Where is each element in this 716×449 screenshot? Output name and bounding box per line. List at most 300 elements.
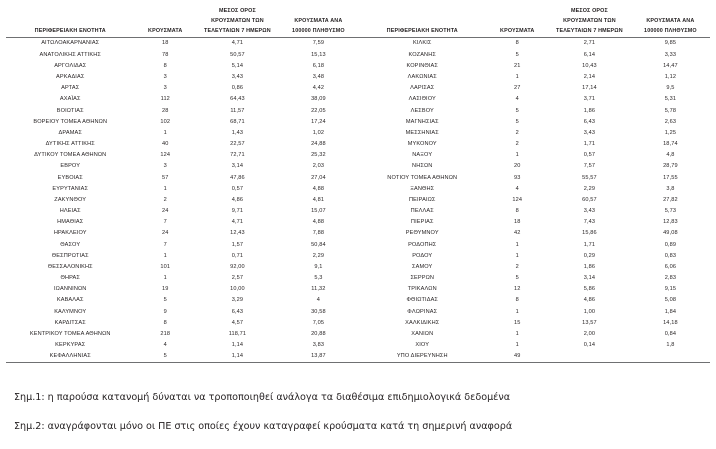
avg7-cell: 0,29: [583, 252, 596, 259]
cases-cell: 2: [163, 196, 167, 203]
avg7-cell: 3,29: [231, 297, 244, 304]
table-row: [6, 240, 358, 251]
avg7-cell: 60,57: [582, 196, 597, 203]
cases-table-left: [6, 8, 358, 363]
region-cell: ΛΕΣΒΟΥ: [410, 107, 434, 114]
cases-cell: 8: [515, 297, 519, 304]
cases-cell: 7: [163, 241, 167, 248]
region-cell: ΞΑΝΘΗΣ: [410, 185, 435, 192]
per100k-cell: 7,88: [312, 230, 325, 237]
per100k-header-line2: 100000 ΠΛΗΘΥΣΜΟ: [279, 28, 358, 38]
avg7-cell: 72,71: [230, 152, 245, 159]
per100k-cell: 0,89: [664, 241, 677, 248]
cases-cell: 3: [163, 74, 167, 80]
per100k-cell: 24,88: [311, 141, 326, 148]
table-header-left: [6, 8, 358, 38]
footnote-2: Σημ.2: αναγράφονται μόνο οι ΠΕ στις οποίες έχουν καταγραφεί κρούσματα κατά τη σημερινή αναφορά: [14, 420, 513, 432]
region-cell: ΚΕΦΑΛΛΗΝΙΑΣ: [6, 351, 134, 363]
region-cell: ΗΡΑΚΛΕΙΟΥ: [53, 230, 87, 237]
avg7-cell: 4,57: [231, 319, 244, 326]
table-row: [358, 284, 710, 295]
table-row: [6, 94, 358, 105]
table-row: [6, 161, 358, 172]
per100k-cell: 2,03: [312, 163, 325, 170]
avg7-cell: 6,43: [231, 308, 244, 315]
region-cell: ΥΠΟ ΔΙΕΡΕΥΝΗΣΗ: [358, 351, 486, 363]
avg7-cell: 1,71: [583, 141, 596, 148]
cases-cell: 218: [160, 330, 171, 337]
table-row: [6, 273, 358, 284]
per100k-cell: 2,29: [312, 252, 325, 259]
avg7-header-line1: ΜΕΣΟΣ ΟΡΟΣ: [218, 8, 256, 14]
right-table-half: [358, 8, 710, 363]
cases-cell: 8: [515, 40, 519, 47]
cases-cell: 4: [515, 96, 519, 103]
avg7-cell: 1,57: [231, 241, 244, 248]
spacer-cell: [134, 8, 196, 18]
avg7-cell: 3,43: [583, 208, 596, 215]
region-cell: ΚΟΡΙΝΘΙΑΣ: [406, 62, 438, 69]
avg7-header-line2: ΚΡΟΥΣΜΑΤΩΝ ΤΩΝ: [563, 17, 616, 24]
region-cell: ΡΟΔΟΠΗΣ: [408, 241, 437, 248]
table-row: [358, 94, 710, 105]
left-table-half: [6, 8, 358, 363]
cases-cell: 2: [515, 129, 519, 136]
cases-cell: 8: [163, 319, 167, 326]
region-cell: ΑΝΑΤΟΛΙΚΗΣ ΑΤΤΙΚΗΣ: [39, 51, 101, 58]
header-upper-row-left: [6, 8, 358, 18]
avg7-cell: 13,57: [582, 319, 597, 326]
region-cell: ΜΑΓΝΗΣΙΑΣ: [405, 118, 439, 125]
avg7-cell: 3,43: [583, 129, 596, 136]
table-row: [358, 106, 710, 117]
cases-cell: 1: [515, 74, 519, 80]
region-cell: ΕΥΡΥΤΑΝΙΑΣ: [52, 185, 89, 192]
cases-cell: 1: [163, 129, 167, 136]
cases-cell: 20: [514, 163, 521, 170]
avg7-cell: 47,86: [230, 174, 245, 181]
cases-cell: 1: [515, 342, 519, 349]
table-row: [358, 295, 710, 306]
per100k-cell: 3,8: [666, 185, 675, 192]
per100k-cell: 4,81: [312, 196, 325, 203]
region-cell: ΚΟΖΑΝΗΣ: [408, 51, 436, 58]
cases-cell: 112: [160, 96, 170, 103]
per100k-cell: 17,24: [311, 118, 326, 125]
avg7-cell: 92,00: [230, 263, 245, 270]
table-row: [358, 318, 710, 329]
footnote-1: Σημ.1: η παρούσα κατανομή δύναται να τροποποιηθεί ανάλογα τα διαθέσιμα επιδημιολογικά δεδομένα: [14, 392, 511, 403]
per100k-cell: 30,58: [311, 308, 326, 315]
table-row: [6, 139, 358, 150]
avg7-cell: 3,14: [583, 275, 596, 282]
per100k-cell: 14,47: [663, 62, 678, 69]
cases-cell: 4: [163, 342, 167, 349]
region-cell: ΤΡΙΚΑΛΩΝ: [407, 286, 437, 293]
region-cell: ΜΕΣΣΗΝΙΑΣ: [405, 129, 439, 136]
cases-cell: 5: [134, 351, 196, 363]
cases-cell: 1: [515, 330, 519, 337]
table-row: [6, 195, 358, 206]
column-header-region: ΠΕΡΙΦΕΡΕΙΑΚΗ ΕΝΟΤΗΤΑ: [358, 28, 486, 38]
per100k-cell: 1,84: [664, 308, 677, 315]
table-row: [358, 184, 710, 195]
avg7-cell: 4,71: [231, 40, 244, 47]
cases-cell: 3: [163, 163, 167, 170]
avg7-header-line2: ΚΡΟΥΣΜΑΤΩΝ ΤΩΝ: [211, 17, 264, 24]
table-row: [358, 173, 710, 184]
per100k-cell: 5,3: [314, 275, 323, 282]
cases-cell: 5: [515, 118, 519, 125]
per100k-cell: 38,09: [311, 96, 326, 103]
table-row: [358, 262, 710, 273]
table-body-right: [358, 38, 710, 363]
region-cell: ΝΟΤΙΟΥ ΤΟΜΕΑ ΑΘΗΝΩΝ: [387, 174, 458, 181]
region-cell: ΛΑΣΙΘΙΟΥ: [408, 96, 436, 103]
per100k-cell: 5,08: [664, 297, 677, 304]
per100k-cell: 1,02: [312, 129, 325, 136]
region-cell: ΚΑΒΑΛΑΣ: [56, 297, 84, 304]
table-row: [6, 262, 358, 273]
per100k-cell: 27,82: [663, 196, 678, 203]
region-cell: ΣΕΡΡΩΝ: [410, 275, 435, 282]
avg7-cell: 2,57: [231, 275, 244, 282]
avg7-cell: 2,14: [583, 74, 596, 80]
avg7-cell: 4,86: [583, 297, 596, 304]
avg7-cell: 1,00: [583, 308, 596, 315]
region-cell: ΦΛΩΡΙΝΑΣ: [407, 308, 438, 315]
cases-cell: 2: [515, 263, 519, 270]
per100k-cell: 4,42: [312, 85, 325, 92]
region-cell: ΛΑΚΩΝΙΑΣ: [407, 74, 437, 80]
per100k-cell: 0,84: [664, 330, 677, 337]
avg7-cell: 68,71: [230, 118, 245, 125]
table-row: [358, 240, 710, 251]
per100k-cell: 2,83: [664, 275, 677, 282]
region-cell: ΣΑΜΟΥ: [412, 263, 433, 270]
cases-cell: 57: [162, 174, 169, 181]
per100k-header-line2: 100000 ΠΛΗΘΥΣΜΟ: [631, 28, 710, 38]
region-cell: ΦΘΙΩΤΙΔΑΣ: [406, 297, 438, 304]
region-cell: ΡΕΘΥΜΝΟΥ: [405, 230, 439, 237]
per100k-cell: 9,15: [664, 286, 677, 293]
region-cell: ΖΑΚΥΝΘΟΥ: [54, 196, 87, 203]
cases-cell: 1: [515, 152, 519, 159]
per100k-cell: 1,8: [666, 342, 675, 349]
cases-cell: 5: [515, 51, 519, 58]
avg7-cell: 2,71: [583, 40, 596, 47]
spacer-cell: [134, 18, 196, 28]
cases-cell: 102: [160, 118, 171, 125]
per100k-cell: 15,07: [311, 208, 326, 215]
table-row: [358, 351, 710, 363]
per100k-cell: 50,84: [311, 241, 326, 248]
avg7-cell: 4,71: [231, 219, 244, 226]
spacer-cell: [631, 8, 710, 18]
avg7-cell: 9,71: [231, 208, 244, 215]
cases-cell: 21: [514, 62, 521, 69]
per100k-cell: 6,06: [664, 263, 677, 270]
avg7-cell: 3,71: [583, 96, 596, 103]
region-cell: ΛΑΡΙΣΑΣ: [410, 85, 435, 92]
cases-cell: 5: [163, 297, 167, 304]
table-row: [358, 61, 710, 72]
avg7-cell: 12,43: [230, 230, 245, 237]
avg7-cell: 6,43: [583, 118, 596, 125]
table-row: [358, 307, 710, 318]
spacer-cell: [486, 8, 548, 18]
avg7-cell: 1,14: [231, 342, 244, 349]
header-row-left: [6, 28, 358, 38]
cases-cell: 5: [515, 107, 519, 114]
region-cell: ΠΕΙΡΑΙΩΣ: [408, 196, 436, 203]
table-row: [6, 318, 358, 329]
cases-cell: 27: [514, 85, 521, 92]
table-row: [358, 340, 710, 351]
spacer-cell: [279, 8, 358, 18]
per100k-cell: 7,05: [312, 319, 325, 326]
table-row: [6, 251, 358, 262]
region-cell: ΔΥΤΙΚΗΣ ΑΤΤΙΚΗΣ: [45, 141, 95, 148]
region-cell: ΝΑΞΟΥ: [412, 152, 433, 159]
avg7-cell: 118,71: [228, 330, 247, 337]
cases-cell: 1: [163, 275, 167, 282]
table-row: [6, 72, 358, 83]
cases-cell: 24: [162, 230, 169, 237]
cases-cell: 78: [162, 51, 169, 58]
spacer-cell: [358, 18, 486, 28]
table-row: [358, 139, 710, 150]
per100k-cell: 27,04: [311, 174, 326, 181]
table-row: [6, 351, 358, 363]
region-cell: ΔΥΤΙΚΟΥ ΤΟΜΕΑ ΑΘΗΝΩΝ: [34, 152, 107, 159]
avg7-cell: 5,14: [231, 62, 244, 69]
cases-cell: 93: [514, 174, 521, 181]
region-cell: ΑΡΤΑΣ: [61, 85, 80, 92]
table-row: [358, 206, 710, 217]
table-row: [6, 106, 358, 117]
avg7-cell: 22,57: [230, 141, 245, 148]
region-cell: ΘΗΡΑΣ: [60, 275, 80, 282]
per100k-cell: 28,79: [663, 163, 678, 170]
per100k-header-line1: ΚΡΟΥΣΜΑΤΑ ΑΝΑ: [294, 17, 343, 24]
avg7-cell: 7,43: [583, 219, 596, 226]
table-row: [6, 150, 358, 161]
avg7-cell: 1,43: [231, 129, 244, 136]
cases-cell: 124: [160, 152, 171, 159]
per100k-cell: 7,59: [312, 40, 325, 47]
per100k-cell: 9,5: [666, 85, 675, 92]
region-cell: ΔΡΑΜΑΣ: [58, 129, 82, 136]
per100k-cell: 18,74: [663, 141, 678, 148]
per100k-cell: 4: [316, 297, 320, 304]
table-row: [6, 284, 358, 295]
per100k-cell: 20,88: [311, 330, 326, 337]
region-cell: ΠΙΕΡΙΑΣ: [410, 219, 434, 226]
table-row: [6, 61, 358, 72]
per100k-cell: 3,83: [312, 342, 325, 349]
region-cell: ΠΕΛΛΑΣ: [410, 208, 434, 215]
per100k-cell: 25,32: [311, 152, 326, 159]
column-header-cases: ΚΡΟΥΣΜΑΤΑ: [486, 28, 548, 38]
per100k-cell: 12,83: [663, 219, 678, 226]
cases-cell: 3: [163, 85, 167, 92]
avg7-cell: 0,71: [231, 252, 244, 259]
region-cell: ΧΙΟΥ: [415, 342, 430, 349]
avg7-cell: 15,86: [582, 230, 597, 237]
cases-cell: 42: [514, 230, 521, 237]
table-row: [6, 206, 358, 217]
avg7-cell: 50,57: [230, 51, 245, 58]
table-row: [358, 50, 710, 61]
cases-cell: 1: [163, 185, 167, 192]
cases-cell: 24: [162, 208, 169, 215]
table-row: [358, 273, 710, 284]
cases-cell: 18: [162, 40, 169, 47]
region-cell: ΜΥΚΟΝΟΥ: [407, 141, 437, 148]
region-cell: ΚΙΛΚΙΣ: [412, 40, 432, 47]
region-cell: ΕΥΒΟΙΑΣ: [57, 174, 83, 181]
avg7-cell: 1,86: [583, 107, 596, 114]
table-row: [6, 228, 358, 239]
cases-cell: 8: [515, 208, 519, 215]
region-cell: ΑΙΤΩΛΟΑΚΑΡΝΑΝΙΑΣ: [41, 40, 100, 47]
table-row: [6, 38, 358, 50]
table-row: [358, 83, 710, 94]
avg7-cell: 0,86: [231, 85, 244, 92]
cases-cell: 124: [512, 196, 523, 203]
table-row: [6, 128, 358, 139]
region-cell: ΑΡΓΟΛΙΔΑΣ: [54, 62, 87, 69]
table-row: [358, 150, 710, 161]
region-cell: ΡΟΔΟΥ: [412, 252, 433, 259]
table-row: [6, 173, 358, 184]
table-row: [358, 251, 710, 262]
avg7-cell: 0,57: [231, 185, 244, 192]
region-cell: ΗΜΑΘΙΑΣ: [57, 219, 84, 226]
header-upper-row-right: [358, 8, 710, 18]
per100k-cell: 4,88: [312, 219, 325, 226]
table-row: [358, 161, 710, 172]
avg7-cell: 5,86: [583, 286, 596, 293]
per100k-cell: 0,83: [664, 252, 677, 259]
cases-cell: 18: [514, 219, 521, 226]
region-cell: ΘΑΣΟΥ: [60, 241, 81, 248]
cases-cell: 28: [162, 107, 169, 114]
table-header-right: [358, 8, 710, 38]
cases-cell: 1: [515, 252, 519, 259]
header-middle-row-right: [358, 18, 710, 28]
per100k-cell: 1,25: [664, 129, 677, 136]
cases-cell: 40: [162, 141, 169, 148]
table-row: [6, 329, 358, 340]
per100k-cell: [631, 351, 710, 363]
table-row: [6, 340, 358, 351]
per100k-cell: 4,88: [312, 185, 325, 192]
table-row: [358, 329, 710, 340]
per100k-cell: 2,63: [664, 118, 677, 125]
cases-cell: 1: [163, 252, 167, 259]
region-cell: ΕΒΡΟΥ: [60, 163, 81, 170]
per100k-cell: 13,87: [279, 351, 358, 363]
table-row: [6, 217, 358, 228]
cases-cell: 2: [515, 141, 519, 148]
cases-cell: 8: [163, 62, 167, 69]
avg7-cell: 1,71: [583, 241, 596, 248]
region-cell: ΧΑΝΙΩΝ: [411, 330, 434, 337]
per100k-cell: 5,73: [664, 208, 677, 215]
region-cell: ΧΑΛΚΙΔΙΚΗΣ: [405, 319, 440, 326]
cases-cell: 7: [163, 219, 167, 226]
cases-cell: 19: [162, 286, 169, 293]
cases-cell: 101: [160, 263, 171, 270]
region-cell: ΚΑΛΥΜΝΟΥ: [54, 308, 87, 315]
cases-cell: 9: [163, 308, 167, 315]
cases-cell: 1: [515, 308, 519, 315]
avg7-cell: 3,43: [231, 74, 244, 80]
cases-cell: 15: [514, 319, 521, 326]
per100k-cell: 11,32: [311, 286, 326, 293]
region-cell: ΘΕΣΣΑΛΟΝΙΚΗΣ: [47, 263, 93, 270]
avg7-cell: 17,14: [582, 85, 597, 92]
cases-cell: 1: [515, 241, 519, 248]
header-row-right: [358, 28, 710, 38]
per100k-cell: 9,1: [314, 263, 323, 270]
table-row: [358, 128, 710, 139]
avg7-cell: 6,14: [583, 51, 596, 58]
table-row: [6, 50, 358, 61]
avg7-cell: 7,57: [583, 163, 596, 170]
avg7-cell: 10,43: [582, 62, 597, 69]
avg7-cell: [548, 351, 631, 363]
table-row: [358, 72, 710, 83]
table-row: [358, 195, 710, 206]
table-row: [6, 307, 358, 318]
region-cell: ΗΛΕΙΑΣ: [59, 208, 81, 215]
avg7-cell: 1,14: [196, 351, 279, 363]
avg7-cell: 2,00: [583, 330, 596, 337]
avg7-cell: 0,14: [583, 342, 596, 349]
avg7-cell: 3,14: [231, 163, 244, 170]
spacer-cell: [6, 18, 134, 28]
per100k-cell: 3,48: [312, 74, 325, 80]
table-row: [358, 117, 710, 128]
region-cell: ΑΡΚΑΔΙΑΣ: [56, 74, 85, 80]
avg7-cell: 55,57: [582, 174, 597, 181]
column-header-region: ΠΕΡΙΦΕΡΕΙΑΚΗ ΕΝΟΤΗΤΑ: [6, 28, 134, 38]
spacer-cell: [6, 8, 134, 18]
region-cell: ΒΟΙΩΤΙΑΣ: [56, 107, 84, 114]
region-cell: ΚΕΡΚΥΡΑΣ: [55, 342, 86, 349]
avg7-cell: 4,86: [231, 196, 244, 203]
region-cell: ΙΩΑΝΝΙΝΩΝ: [54, 286, 87, 293]
cases-cell: 12: [514, 286, 521, 293]
spacer-cell: [358, 8, 486, 18]
table-row: [6, 83, 358, 94]
avg7-cell: 64,43: [230, 96, 245, 103]
avg7-cell: 2,29: [583, 185, 596, 192]
cases-cell: 4: [515, 185, 519, 192]
table-body-left: [6, 38, 358, 363]
per100k-cell: 5,78: [664, 107, 677, 114]
avg7-header-line1: ΜΕΣΟΣ ΟΡΟΣ: [570, 8, 608, 14]
per100k-cell: 3,33: [664, 51, 677, 58]
per100k-cell: 15,13: [311, 51, 326, 58]
per100k-cell: 22,05: [311, 107, 326, 114]
table-row: [6, 117, 358, 128]
avg7-cell: 11,57: [230, 107, 245, 114]
footnotes: [0, 392, 716, 449]
